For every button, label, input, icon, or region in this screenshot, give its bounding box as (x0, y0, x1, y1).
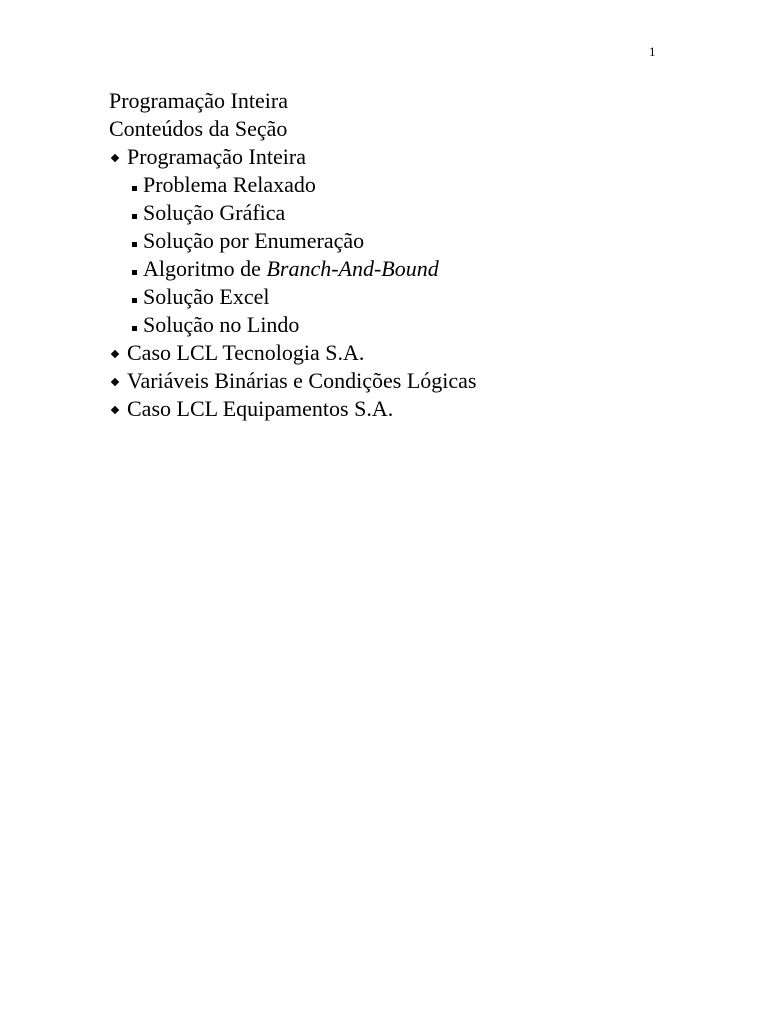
diamond-bullet-icon (111, 350, 119, 358)
page-title: Programação Inteira (109, 88, 288, 113)
list-item-label: Programação Inteira (127, 144, 306, 169)
square-bullet-icon (132, 298, 137, 303)
sub-item-problema-relaxado (109, 171, 729, 199)
list-item-caso-lcl-equipamentos (109, 395, 729, 423)
page-number: 1 (649, 44, 656, 59)
list-item-label: Caso LCL Equipamentos S.A. (127, 396, 394, 421)
square-bullet-icon (132, 270, 137, 275)
document-body (109, 87, 729, 423)
sub-item-label: Algoritmo de (143, 256, 267, 281)
square-bullet-icon (132, 214, 137, 219)
sub-item-solucao-excel (109, 283, 729, 311)
sub-item-label: Solução no Lindo (143, 312, 300, 337)
square-bullet-icon (132, 242, 137, 247)
list-item-variaveis-binarias (109, 367, 729, 395)
sub-item-algoritmo-branch-and-bound (109, 255, 729, 283)
diamond-bullet-icon (111, 406, 119, 414)
list-item-label: Caso LCL Tecnologia S.A. (127, 340, 365, 365)
sub-item-solucao-enumeracao (109, 227, 729, 255)
sub-item-label: Solução Excel (143, 284, 270, 309)
sub-item-solucao-grafica (109, 199, 729, 227)
list-item-label: Variáveis Binárias e Condições Lógicas (127, 368, 477, 393)
sub-item-label-italic: Branch-And-Bound (266, 256, 439, 281)
square-bullet-icon (132, 186, 137, 191)
sub-item-label: Solução Gráfica (143, 200, 286, 225)
diamond-bullet-icon (111, 378, 119, 386)
sub-item-solucao-lindo (109, 311, 729, 339)
list-item-programacao-inteira (109, 143, 729, 171)
sub-item-label: Problema Relaxado (143, 172, 316, 197)
section-contents-heading: Conteúdos da Seção (109, 116, 288, 141)
diamond-bullet-icon (111, 154, 119, 162)
list-item-caso-lcl-tecnologia (109, 339, 729, 367)
sub-item-label: Solução por Enumeração (143, 228, 365, 253)
square-bullet-icon (132, 326, 137, 331)
